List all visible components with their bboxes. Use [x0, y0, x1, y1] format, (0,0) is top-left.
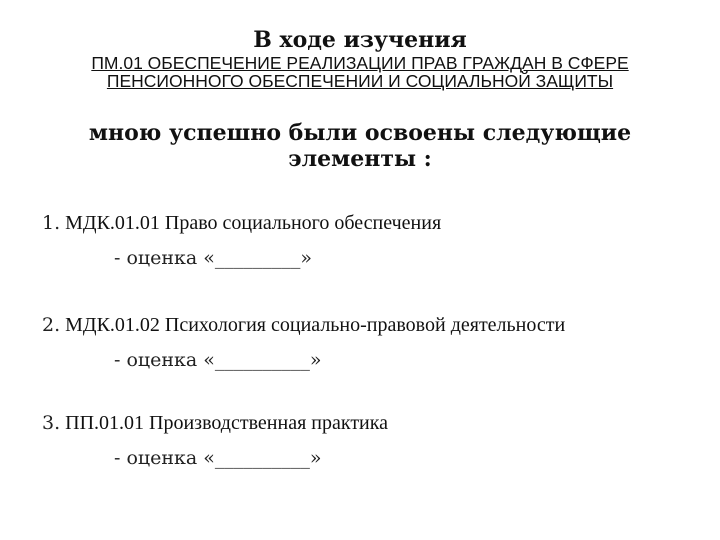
item-title — [42, 312, 702, 338]
grade-field: - оценка «__________» — [114, 447, 322, 469]
item-name: МДК.01.01 Право социального обеспечения — [65, 212, 442, 234]
item-name: ПП.01.01 Производственная практика — [65, 412, 389, 434]
item-number: 2. — [42, 314, 61, 336]
slide-title: В ходе изучения — [253, 27, 467, 53]
item-number: 3. — [42, 412, 61, 434]
list-item — [42, 312, 702, 374]
list-item — [42, 410, 702, 472]
item-name: МДК.01.02 Психология социально-правовой деятельности — [65, 314, 566, 336]
subtitle-line-1: мною успешно были освоены следующие — [88, 120, 632, 146]
grade-field: - оценка «__________» — [114, 349, 322, 371]
item-number: 1. — [42, 212, 61, 234]
item-title — [42, 210, 702, 236]
module-heading-line-2: ПЕНСИОННОГО ОБЕСПЕЧЕНИИ И СОЦИАЛЬНОЙ ЗАЩИТЫ — [106, 71, 614, 91]
module-heading-line-1: ПМ.01 ОБЕСПЕЧЕНИЕ РЕАЛИЗАЦИИ ПРАВ ГРАЖДАН В СФЕРЕ — [91, 53, 629, 73]
slide-subtitle — [0, 120, 720, 172]
subtitle-line-2: элементы : — [288, 146, 432, 172]
list-item — [42, 210, 702, 272]
grade-field: - оценка «_________» — [114, 247, 313, 269]
module-heading — [40, 54, 680, 90]
item-title — [42, 410, 702, 436]
